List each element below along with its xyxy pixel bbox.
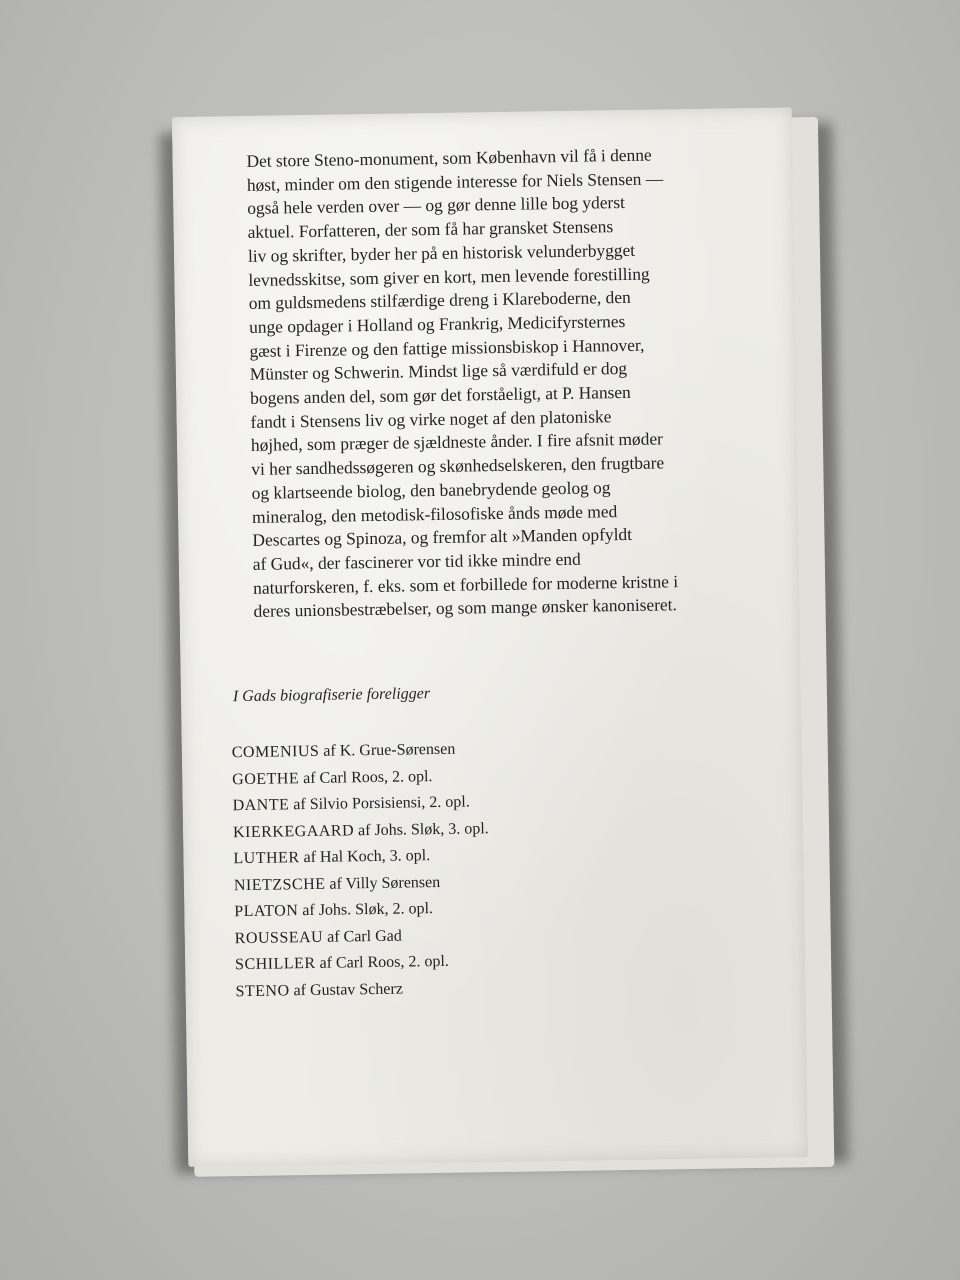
blurb-text xyxy=(246,142,753,624)
blurb-line: Münster og Schwerin. Mindst lige så værdifuld er dog xyxy=(249,358,628,385)
series-entry-name: NIETZSCHE xyxy=(233,875,326,894)
series-entry xyxy=(234,895,490,926)
blurb-line: vi her sandhedssøgeren og skønhedselskeren, den frugtbare xyxy=(251,452,665,480)
blurb-line: højhed, som præger de sjældneste ånder. I fire afsnit møder xyxy=(250,428,664,456)
series-entry xyxy=(232,789,488,820)
series-entry xyxy=(233,816,489,847)
series-entry xyxy=(235,948,491,979)
blurb-line: Descartes og Spinoza, og fremfor alt »Manden opfyldt xyxy=(252,524,633,551)
blurb-line: fandt i Stensens liv og virke noget af den platoniske xyxy=(250,405,612,432)
series-entry-name: STENO xyxy=(235,981,290,1000)
series-entry-author: af Gustav Scherz xyxy=(289,980,404,999)
series-entry-name: ROUSSEAU xyxy=(234,928,324,947)
blurb-line: af Gud«, der fascinerer vor tid ikke mindre end xyxy=(252,548,581,574)
series-entry-name: PLATON xyxy=(234,902,299,921)
series-entry xyxy=(232,763,488,794)
blurb-line: om guldsmedens stilfærdige dreng i Klareboderne, den xyxy=(248,287,631,314)
blurb-line: høst, minder om den stigende interesse for Niels Stensen — xyxy=(246,168,664,195)
blurb-line: aktuel. Forfatteren, der som få har gransket Stensens xyxy=(247,216,614,243)
series-entry-name: SCHILLER xyxy=(234,954,316,974)
back-cover xyxy=(172,107,808,1167)
series-entry-author: af Johs. Sløk, 2. opl. xyxy=(298,900,434,920)
series-entry xyxy=(233,842,489,873)
series-entry-author: af Carl Roos, 2. opl. xyxy=(315,952,450,972)
series-heading: I Gads biografiserie foreligger xyxy=(232,685,431,706)
blurb-line: mineralog, den metodisk-filosofiske ånds møde med xyxy=(251,500,618,527)
blurb-line: naturforskeren, f. eks. som et forbillede for moderne kristne i xyxy=(253,570,679,598)
series-entry xyxy=(234,869,490,900)
blurb-line: deres unionsbestræbelser, og som mange ønsker kanoniseret. xyxy=(253,594,678,622)
series-entry xyxy=(235,922,491,953)
series-entry xyxy=(232,736,488,767)
blurb-line: bogens anden del, som gør det forståeligt, at P. Hansen xyxy=(250,381,631,408)
series-entry-name: KIERKEGAARD xyxy=(232,821,355,841)
series-entry-author: af Silvio Porsisiensi, 2. opl. xyxy=(289,793,470,814)
series-entry-author: af Carl Gad xyxy=(323,927,402,946)
series-entry-name: DANTE xyxy=(232,796,290,815)
blurb-line: Det store Steno-monument, som København vil få i denne xyxy=(246,144,652,171)
blurb-line: levnedsskitse, som giver en kort, men levende forestilling xyxy=(248,263,650,290)
blurb-line: gæst i Firenze og den fattige missionsbiskop i Hannover, xyxy=(249,334,645,361)
blurb-line: og klartseende biolog, den banebrydende geolog og xyxy=(251,477,611,503)
series-entry-name: GOETHE xyxy=(232,769,300,788)
series-entry-author: af Villy Sørensen xyxy=(325,873,441,893)
blurb-line: unge opdager i Holland og Frankrig, Medicifyrsternes xyxy=(248,310,626,337)
series-list xyxy=(232,736,492,1005)
series-entry-author: af Hal Koch, 3. opl. xyxy=(299,847,431,867)
series-entry-name: LUTHER xyxy=(233,849,300,868)
series-entry-author: af Johs. Sløk, 3. opl. xyxy=(353,819,489,839)
blurb-line: liv og skrifter, byder her på en historisk velunderbygget xyxy=(247,239,636,266)
series-entry-author: af K. Grue-Sørensen xyxy=(319,740,456,760)
series-entry-author: af Carl Roos, 2. opl. xyxy=(299,767,433,787)
book xyxy=(172,107,828,1167)
series-entry xyxy=(235,975,491,1006)
series-entry-name: COMENIUS xyxy=(231,742,320,762)
blurb-line: også hele verden over — og gør denne lille bog yderst xyxy=(247,192,626,219)
